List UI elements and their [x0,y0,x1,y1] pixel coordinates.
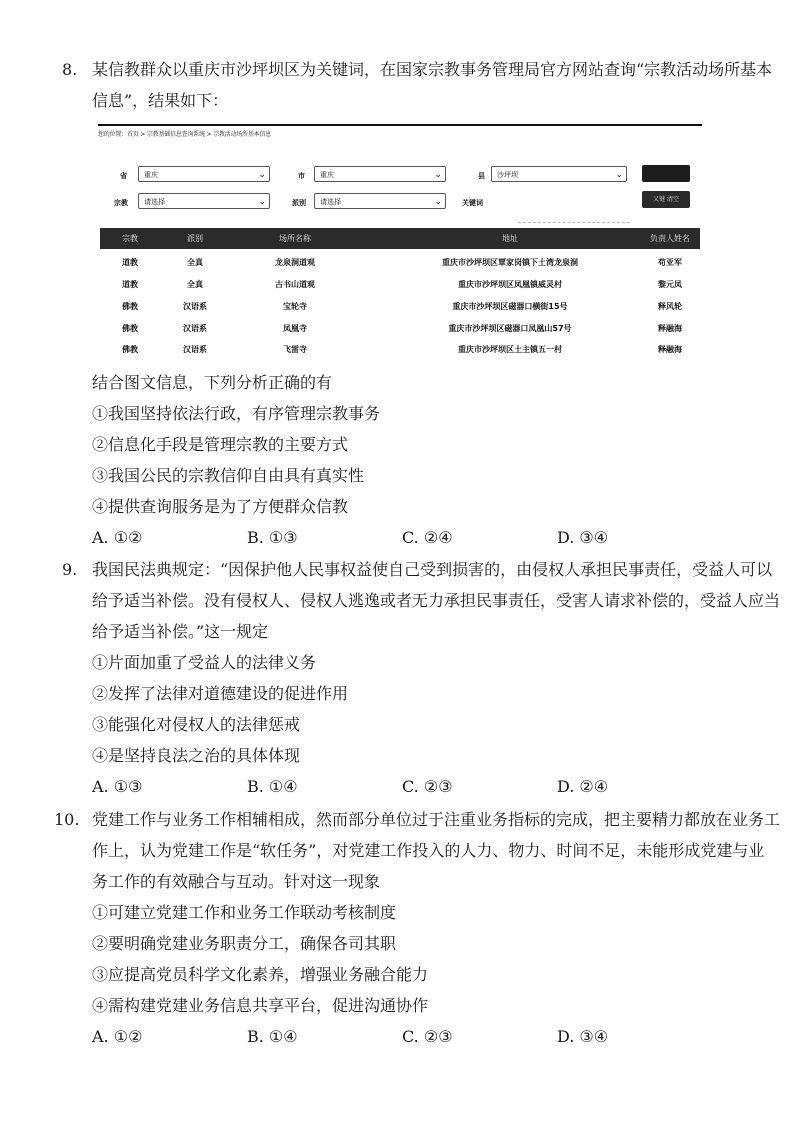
cell-sect: 全真 [187,258,203,267]
column-header: 场所名称 [279,234,311,243]
column-header: 地址 [502,234,518,243]
cell-sect: 全真 [187,280,203,289]
stem-line: 我国民法典规定：“因保护他人民事权益使自己受到损害的，由侵权人承担民事责任，受益人可以 [92,560,773,579]
statement: ①我国坚持依法行政，有序管理宗教事务 [92,404,381,423]
statement: ②要明确党建业务职责分工，确保各司其职 [92,934,397,953]
option-a: A. ①③ [92,777,143,796]
question-prompt: 结合图文信息，下列分析正确的有 [92,373,333,392]
table-row [100,257,700,279]
cell-address: 重庆市沙坪坝区覃家岗镇下土湾龙泉洞 [442,258,578,267]
cell-venue: 飞雷寺 [283,345,307,354]
cell-manager: 释融海 [658,345,682,354]
top-divider [98,124,702,126]
question-8-body [62,368,752,553]
cell-religion: 道教 [122,280,138,289]
district-value: 沙坪坝 [497,171,518,179]
question-number: 8. [62,60,78,79]
cell-manager: 黎元凤 [658,280,682,289]
city-select[interactable] [314,166,446,182]
search-button[interactable] [642,165,690,182]
statement: ④是坚持良法之治的具体体现 [92,746,301,765]
chevron-down-icon: ⌄ [434,170,442,180]
province-value: 重庆 [144,171,158,179]
city-value: 重庆 [320,171,334,179]
chevron-down-icon: ⌄ [615,170,623,180]
chevron-down-icon: ⌄ [258,170,266,180]
option-a: A. ①② [92,528,143,547]
stem-line: 作上，认为党建工作是“软任务”，对党建工作投入的人力、物力、时间不足，未能形成党建与业 [92,841,765,860]
option-a: A. ①② [92,1027,143,1046]
option-c: C. ②④ [402,528,453,547]
cell-manager: 苟亚军 [658,258,682,267]
cell-venue: 宝轮寺 [283,302,307,311]
option-c: C. ②③ [402,1027,453,1046]
option-d: D. ③④ [557,528,609,547]
statement: ②发挥了法律对道德建设的促进作用 [92,684,349,703]
table-row [100,279,700,301]
chevron-down-icon: ⌄ [434,197,442,207]
stem-line: 信息”，结果如下： [92,91,229,110]
religion-select[interactable] [138,193,270,209]
cell-manager: 释融海 [658,324,682,333]
sect-label: 派别 [292,199,306,207]
statement: ①可建立党建工作和业务工作联动考核制度 [92,903,397,922]
table-header [100,228,700,249]
cell-manager: 释风轮 [658,302,682,311]
reset-button[interactable]: 又键 清空 [642,191,690,208]
question-9 [62,555,781,802]
answer-options [62,523,752,553]
cell-sect: 汉语系 [183,302,207,311]
cell-venue: 古书山道观 [275,280,315,289]
statement: ③能强化对侵权人的法律惩戒 [92,715,301,734]
cell-sect: 汉语系 [183,324,207,333]
cell-venue: 凤凰寺 [283,324,307,333]
option-d: D. ③④ [557,1027,609,1046]
stem-line: 党建工作与业务工作相辅相成，然而部分单位过于注重业务指标的完成，把主要精力都放在业务工 [92,810,781,829]
option-b: B. ①④ [247,1027,298,1046]
stem-line: 给予适当补偿。没有侵权人、侵权人逃逸或者无力承担民事责任，受害人请求补偿的，受益人应当 [92,591,781,610]
question-8 [62,55,773,117]
stem-line: 某信教群众以重庆市沙坪坝区为关键词，在国家宗教事务管理局官方网站查询“宗教活动场所基本 [92,60,773,79]
cell-address: 重庆市沙坪坝区磁器口横街15号 [452,302,568,311]
cell-address: 重庆市沙坪坝区土主镇五一村 [458,345,562,354]
stem-line: 务工作的有效融合与互动。针对这一现象 [92,872,381,891]
sect-select[interactable] [314,193,446,209]
option-d: D. ②④ [557,777,609,796]
province-select[interactable] [138,166,270,182]
religion-label: 宗教 [114,199,128,207]
stem-line: 给予适当补偿。”这一规定 [92,622,269,641]
statement: ④需构建党建业务信息共享平台，促进沟通协作 [92,996,429,1015]
province-label: 省 [120,172,127,180]
table-row [100,323,700,345]
answer-options [62,772,752,802]
answer-options [62,1022,752,1052]
question-10 [54,805,781,1052]
keyword-input[interactable] [518,206,630,223]
question-number: 10. [54,810,80,829]
column-header: 负责人姓名 [650,234,690,243]
statement: ①片面加重了受益人的法律义务 [92,653,317,672]
cell-address: 重庆市沙坪坝区磁器口凤凰山57号 [448,324,572,333]
cell-religion: 佛教 [122,324,138,333]
cell-religion: 佛教 [122,302,138,311]
table-row [100,344,700,366]
cell-religion: 佛教 [122,345,138,354]
statement: ③我国公民的宗教信仰自由具有真实性 [92,466,365,485]
sect-value: 请选择 [320,198,341,206]
column-header: 派别 [187,234,203,243]
option-b: B. ①③ [247,528,298,547]
district-label: 县 [478,172,485,180]
keyword-label: 关键词 [462,199,483,207]
statement: ③应提高党员科学文化素养，增强业务融合能力 [92,965,429,984]
website-screenshot [98,124,702,362]
chevron-down-icon: ⌄ [258,197,266,207]
breadcrumb: 您的位置：首页 > 宗教基础信息查询系统 > 宗教活动场所基本信息 [98,131,272,138]
column-header: 宗教 [122,234,138,243]
question-number: 9. [62,560,78,579]
cell-sect: 汉语系 [183,345,207,354]
option-b: B. ①④ [247,777,298,796]
cell-venue: 龙泉洞道观 [275,258,315,267]
district-select[interactable] [491,166,627,182]
cell-religion: 道教 [122,258,138,267]
option-c: C. ②③ [402,777,453,796]
statement: ②信息化手段是管理宗教的主要方式 [92,435,349,454]
cell-address: 重庆市沙坪坝区凤凰镇威灵村 [458,280,562,289]
religion-value: 请选择 [144,198,165,206]
table-row [100,301,700,323]
statement: ④提供查询服务是为了方便群众信教 [92,497,349,516]
city-label: 市 [298,172,305,180]
